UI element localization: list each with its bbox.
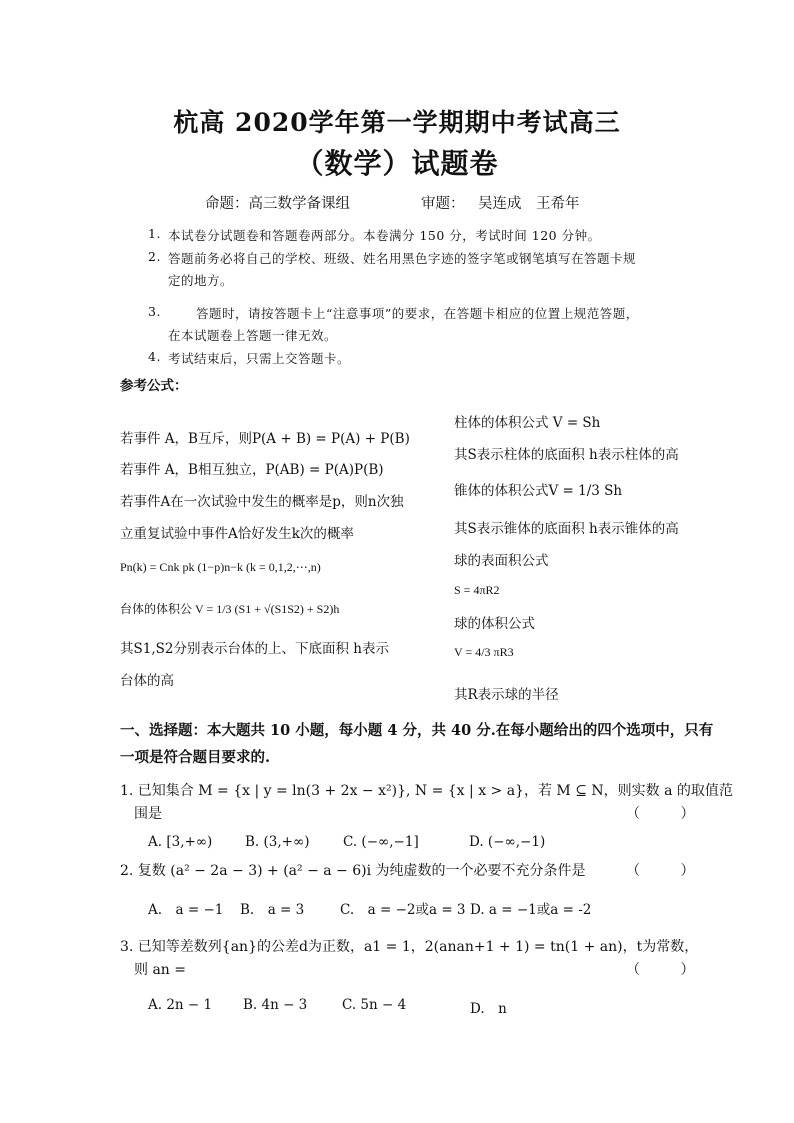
formula-text: 若事件 A，B互斥，则P(A + B) = P(A) + P(B) <box>120 431 410 447</box>
option-c: C. a = −2或a = 3 <box>340 902 466 918</box>
answer-blank: （ ） <box>626 806 713 822</box>
reviewer-names: 吴连成 王希年 <box>478 196 580 212</box>
formula-text: 其S表示柱体的底面积 h表示柱体的高 <box>454 447 679 463</box>
formula-text: 球的体积公式 <box>454 616 535 632</box>
formula-text: 台体的高 <box>120 673 174 689</box>
option-d: D. n <box>470 1001 507 1017</box>
formula-text: 其R表示球的半径 <box>454 687 559 703</box>
instruction-line: 本试卷分试题卷和答题卷两部分。本卷满分 150 分，考试时间 120 分钟。 <box>168 228 601 243</box>
formula-text: 若事件 A，B相互独立，P(AB) = P(A)P(B) <box>120 462 384 478</box>
answer-blank: （ ） <box>626 962 713 978</box>
instruction-line: 答题前务必将自己的学校、班级、姓名用黑色字迹的签字笔或钢笔填写在答题卡规 <box>168 251 637 266</box>
formula-text: 若事件A在一次试验中发生的概率是p，则n次独 <box>120 494 404 510</box>
option-d: D. a = −1或a = -2 <box>470 902 592 918</box>
option-c: C. 5n − 4 <box>342 997 407 1013</box>
option-a: A. [3,+∞) <box>148 834 213 850</box>
question-stem: 3. 已知等差数列{an}的公差d为正数，a1 = 1，2(anan+1 + 1) = tn(1 + an)，t为常数， <box>120 939 699 955</box>
question-stem: 围是 <box>134 806 162 822</box>
instruction-line: 在本试题卷上答题一律无效。 <box>168 328 338 343</box>
formula-text: 柱体的体积公式 V = Sh <box>454 415 601 431</box>
option-b: B. (3,+∞) <box>245 834 310 850</box>
answer-blank: （ ） <box>626 863 713 879</box>
option-a: A. 2n − 1 <box>148 997 213 1013</box>
formula-text: 其S1,S2分别表示台体的上、下底面积 h表示 <box>120 641 389 657</box>
instruction-line: 定的地方。 <box>168 273 234 288</box>
cone-volume-formula: 锥体的体积公式V = 1/3 Sh <box>454 483 623 499</box>
exam-subtitle: （数学）试题卷 <box>295 147 499 180</box>
formula-text: 其S表示锥体的底面积 h表示锥体的高 <box>454 521 679 537</box>
question-stem: 2. 复数 (a² − 2a − 3) + (a² − a − 6)i 为纯虚数的一个必要不充分条件是 <box>120 863 586 879</box>
formula-text: 球的表面积公式 <box>454 553 549 569</box>
option-d: D. (−∞,−1) <box>469 834 546 850</box>
formula-heading: 参考公式： <box>120 378 188 394</box>
sphere-volume-formula: V = 4/3 πR3 <box>454 645 514 659</box>
instruction-num: 2. <box>148 249 161 264</box>
instruction-line: 考试结束后，只需上交答题卡。 <box>168 351 351 366</box>
instruction-num: 1. <box>148 226 161 241</box>
author-label: 命题：高三数学备课组 <box>205 196 350 212</box>
reviewer-label: 审题： <box>421 196 465 212</box>
instruction-line: 答题时，请按答题卡上“注意事项”的要求，在答题卡相应的位置上规范答题， <box>196 306 639 321</box>
question-stem: 1. 已知集合 M = {x | y = ln(3 + 2x − x²)}, N = {x | x > a}，若 M ⊆ N，则实数 a 的取值范 <box>120 783 733 799</box>
formula-text: 立重复试验中事件A恰好发生k次的概率 <box>120 526 354 542</box>
instruction-num: 3. <box>148 304 161 319</box>
frustum-volume-formula: 台体的体积公 V = 1/3 (S1 + √(S1S2) + S2)h <box>120 602 340 616</box>
binomial-formula: Pn(k) = Cnk pk (1−p)n−k (k = 0,1,2,⋯,n) <box>120 560 321 574</box>
option-b: B. a = 3 <box>240 902 305 918</box>
option-c: C. (−∞,−1] <box>343 834 419 850</box>
question-stem: 则 an = <box>134 962 186 978</box>
sphere-area-formula: S = 4πR2 <box>454 583 500 597</box>
exam-title: 杭高 2020学年第一学期期中考试高三 <box>173 108 621 137</box>
option-a: A. a = −1 <box>148 902 224 918</box>
instruction-num: 4. <box>148 349 161 364</box>
option-b: B. 4n − 3 <box>243 997 308 1013</box>
section-heading: 一、选择题：本大题共 10 小题，每小题 4 分，共 40 分.在每小题给出的四个选项中，只有 <box>120 722 714 739</box>
section-heading: 一项是符合题目要求的. <box>120 749 271 766</box>
